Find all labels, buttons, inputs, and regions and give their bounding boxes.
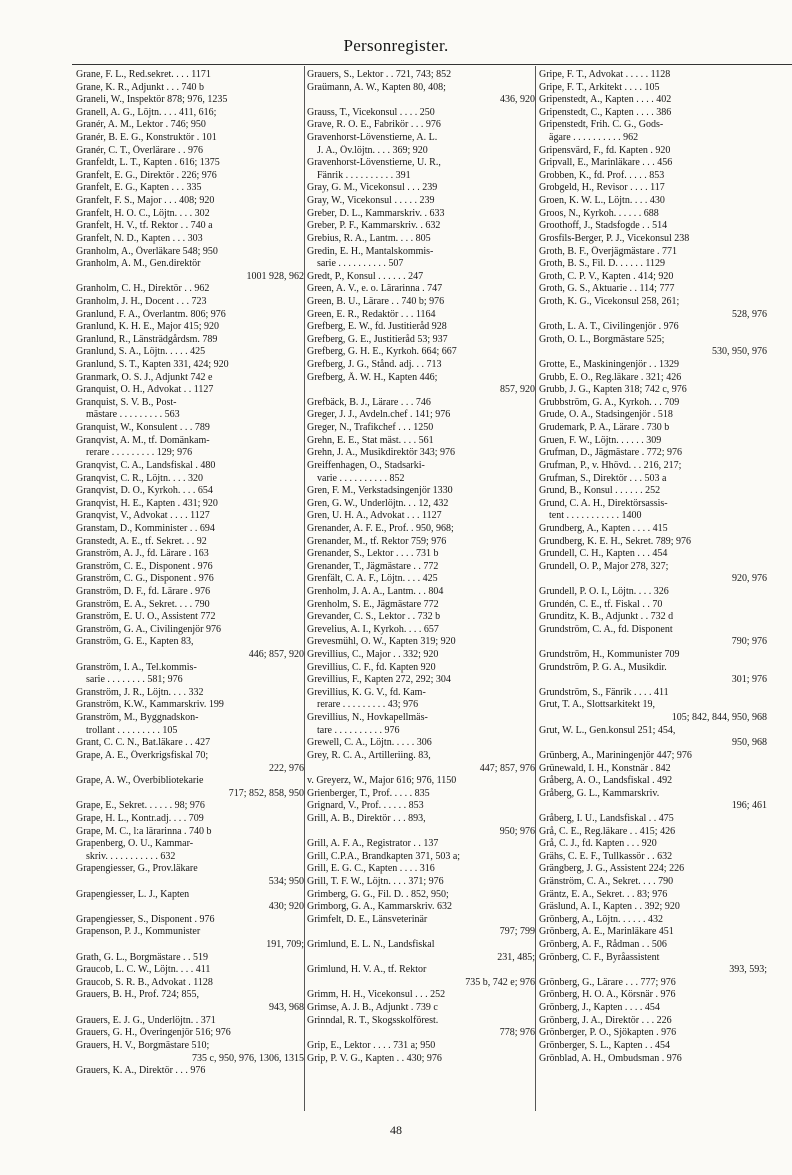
register-entry-line: Granqvist, H. E., Kapten . 431; 920 xyxy=(76,497,218,509)
register-entry-line: Granmark, O. S. J., Adjunkt 742 e xyxy=(76,371,213,383)
register-entry-line: 797; 799 xyxy=(499,926,535,938)
register-entry-line: Granholm, A. M., Gen.direktör xyxy=(76,258,201,270)
register-entry-line: Grimborg, G. A., Kammarskriv. 632 xyxy=(307,901,452,913)
register-entry-line: Granlund, S. A., Löjtn. . . . . 425 xyxy=(76,346,206,358)
register-entry-line: Grauers, B. H., Prof. 724; 855, xyxy=(76,989,200,1001)
register-entry-line: J. A., Öv.löjtn. . . . 369; 920 xyxy=(317,144,428,156)
register-entry-line: Grundell, P. O. I., Löjtn. . . . 326 xyxy=(539,585,669,597)
register-entry-line: Grehn, E. E., Stat mäst. . . . 561 xyxy=(307,434,434,446)
register-entry-line: Graucob, S. R. B., Advokat . 1128 xyxy=(76,976,213,988)
register-entry-line: Granfelt, N. D., Kapten . . . 303 xyxy=(76,232,203,244)
register-entry-line: Grevillius, C., Major . . 332; 920 xyxy=(307,649,439,661)
register-entry-line: Granlund, F. A., Överlantm. 806; 976 xyxy=(76,308,226,320)
register-entry-line: 528, 976 xyxy=(732,308,767,320)
register-entry-line: Grape, M. C., l:a lärarinna . 740 b xyxy=(76,825,212,837)
register-entry-line: Grund, B., Konsul . . . . . . 252 xyxy=(539,485,661,497)
register-entry-line: Grenander, T., Jägmästare . . 772 xyxy=(307,560,439,572)
register-entry-line: Grubb, E. O., Reg.läkare . 321; 426 xyxy=(539,371,682,383)
register-entry-line: Grå, C. J., fd. Kapten . . . 920 xyxy=(539,838,657,850)
register-entry-line: Grapengiesser, L. J., Kapten xyxy=(76,888,190,900)
register-entry-line: Grundberg, A., Kapten . . . . 415 xyxy=(539,522,668,534)
register-entry-line: Grapengiesser, G., Prov.läkare xyxy=(76,863,198,875)
register-entry-line: Grude, O. A., Stadsingenjör . 518 xyxy=(539,409,673,421)
register-entry-line: Groth, O. L., Borgmästare 525; xyxy=(539,333,665,345)
register-entry-line: skriv. . . . . . . . . . . 632 xyxy=(86,850,176,862)
register-entry-line: Grenholm, J. A. A., Lantm. . . 804 xyxy=(307,585,444,597)
register-entry-line: Grenander, S., Lektor . . . . 731 b xyxy=(307,548,439,560)
register-entry-line: Grauers, K. A., Direktör . . . 976 xyxy=(76,1065,206,1077)
register-entry-line: 1001 928, 962 xyxy=(246,270,304,282)
register-entry-line: Gray, W., Vicekonsul . . . . . 239 xyxy=(307,195,435,207)
register-entry-line: Grignard, V., Prof. . . . . . 853 xyxy=(307,800,424,812)
register-entry-line: Gråberg, G. L., Kammarskriv. xyxy=(539,787,660,799)
register-entry-line: Grapenson, P. J., Kommunister xyxy=(76,926,201,938)
register-entry-line: Grufman, S., Direktör . . . 503 a xyxy=(539,472,667,484)
register-entry-line: Granlund, S. T., Kapten 331, 424; 920 xyxy=(76,359,229,371)
register-entry-line: Greber, D. L., Kammarskriv. . 633 xyxy=(307,207,445,219)
register-entry-line: Granqvist, D. O., Kyrkoh. . . . 654 xyxy=(76,485,213,497)
register-entry-line: Grenander, A. F. E., Prof. . 950, 968; xyxy=(307,522,454,534)
register-entry-line: Granholm, C. H., Direktör . . 962 xyxy=(76,283,210,295)
register-entry-line: Grönberg, A. F., Rådman . . 506 xyxy=(539,939,667,951)
register-entry-line: Gredt, P., Konsul . . . . . . 247 xyxy=(307,270,424,282)
register-entry-line: 717; 852, 858, 950 xyxy=(228,787,304,799)
register-entry-line: Grönberg, A. E., Marinläkare 451 xyxy=(539,926,674,938)
register-entry-line: Grefberg, J. G., Stånd. adj. . . 713 xyxy=(307,359,442,371)
register-entry-line: Granström, D. F., fd. Lärare . 976 xyxy=(76,585,211,597)
register-entry-line: Grimberg, G. G., Fil. D. . 852, 950; xyxy=(307,888,449,900)
register-entry-line: Green, A. V., e. o. Lärarinna . 747 xyxy=(307,283,443,295)
register-entry-line: Gräntz, E. A., Sekret. . . 83; 976 xyxy=(539,888,668,900)
register-entry-line: Granfelt, E. G., Direktör . 226; 976 xyxy=(76,169,217,181)
register-entry-line: Grå, C. E., Reg.läkare . . 415; 426 xyxy=(539,825,676,837)
register-entry-line: Green, B. U., Lärare . . 740 b; 976 xyxy=(307,295,445,307)
register-entry-line: 447; 857, 976 xyxy=(479,762,535,774)
register-entry-line: Grath, G. L., Borgmästare . . 519 xyxy=(76,951,209,963)
register-entry-line: Grave, R. O. E., Fabrikör . . . 976 xyxy=(307,119,441,131)
register-entry-line: 534; 950 xyxy=(268,876,304,887)
register-entry-line: Granfelt, H. O. C., Löjtn. . . . 302 xyxy=(76,207,210,219)
register-entry-line: Gripenstedt, Frih. C. G., Gods- xyxy=(539,119,664,131)
register-entry-line: Gripensvärd, F., fd. Kapten . 920 xyxy=(539,144,671,156)
register-entry-line: Granström, J. R., Löjtn. . . . 332 xyxy=(76,686,204,698)
register-entry-line: Groos, N., Kyrkoh. . . . . . 688 xyxy=(539,207,659,219)
register-entry-line: Groothoff, J., Stadsfogde . . 514 xyxy=(539,220,668,232)
register-entry-line: Gruen, F. W., Löjtn. . . . . . 309 xyxy=(539,434,662,446)
register-entry-line: Grimm, H. H., Vicekonsul . . . 252 xyxy=(307,989,446,1001)
register-entry-line: 393, 593; xyxy=(729,964,767,976)
register-entry-line: Grimse, A. J. B., Adjunkt . 739 c xyxy=(307,1002,438,1014)
register-entry-line: Grip, P. V. G., Kapten . . 430; 976 xyxy=(307,1052,442,1064)
register-entry-line: Granér, C. T., Överlärare . . 976 xyxy=(76,144,203,156)
register-entry-line: Granlund, K. H. E., Major 415; 920 xyxy=(76,321,220,333)
register-entry-line: Grauers, E. J. G., Underlöjtn. . 371 xyxy=(76,1014,216,1026)
register-entry-line: 943, 968 xyxy=(269,1002,304,1014)
register-entry-line: Graümann, A. W., Kapten 80, 408; xyxy=(307,81,446,93)
register-entry-line: Granstam, D., Komminister . . 694 xyxy=(76,522,215,534)
register-entry-line: Grönberg, H. O. A., Körsnär . 976 xyxy=(539,989,676,1001)
register-entry-line: 735 c, 950, 976, 1306, 1315 xyxy=(192,1052,304,1064)
register-entry-line: Grinndal, R. T., Skogsskolförest. xyxy=(307,1014,439,1026)
register-entry-line: Grehn, J. A., Musikdirektör 343; 976 xyxy=(307,447,456,459)
register-entry-line: Granström, M., Byggnadskon- xyxy=(76,712,199,724)
register-entry-line: Greger, N., Trafikchef . . . 1250 xyxy=(307,422,434,434)
register-entry-line: Granholm, A., Överläkare 548; 950 xyxy=(76,245,218,257)
register-entry-line: 790; 976 xyxy=(731,636,767,648)
register-entry-line: tare . . . . . . . . . . 976 xyxy=(317,724,400,736)
register-entry-line: Grefberg, G. E., Justitieråd 53; 937 xyxy=(307,333,448,345)
register-entry-line: Grönberger, P. O., Sjökapten . 976 xyxy=(539,1027,677,1039)
register-entry-line: Granqvist, C. A., Landsfiskal . 480 xyxy=(76,459,216,471)
register-entry-line: Granström, G. E., Kapten 83, xyxy=(76,636,194,648)
register-entry-line: Grevillius, N., Hovkapellmäs- xyxy=(307,712,428,724)
register-entry-line: Grapenberg, O. U., Kammar- xyxy=(76,838,194,850)
register-entry-line: Green, E. R., Redaktör . . . 1164 xyxy=(307,308,436,320)
register-entry-line: Greger, J. J., Avdeln.chef . 141; 976 xyxy=(307,409,451,421)
register-entry-line: Groth, C. P. V., Kapten . 414; 920 xyxy=(539,270,674,282)
register-entry-line: Grufman, D., Jägmästare . 772; 976 xyxy=(539,447,683,459)
register-entry-line: Grönberg, J. A., Direktör . . . 226 xyxy=(539,1014,672,1026)
register-entry-line: Gren, F. M., Verkstadsingenjör 1330 xyxy=(307,485,453,497)
register-entry-line: Granér, B. E. G., Konstruktör . 101 xyxy=(76,132,217,144)
register-entry-line: Granér, A. M., Lektor . 746; 950 xyxy=(76,119,206,131)
register-entry-line: Grenfält, C. A. F., Löjtn. . . . 425 xyxy=(307,573,438,585)
register-entry-line: Grönberg, J., Kapten . . . . 454 xyxy=(539,1002,660,1014)
register-entry-line: 950, 968 xyxy=(732,737,767,749)
register-entry-line: Grill, T. F. W., Löjtn. . . . 371; 976 xyxy=(307,876,444,887)
register-entry-line: 301; 976 xyxy=(731,674,767,686)
register-entry-line: sarie . . . . . . . . 581; 976 xyxy=(86,674,183,686)
register-entry-line: Grimlund, E. L. N., Landsfiskal xyxy=(307,939,435,951)
register-entry-line: Granholm, J. H., Docent . . . 723 xyxy=(76,295,207,307)
register-entry-line: 920, 976 xyxy=(732,573,767,585)
register-entry-line: Gripe, F. T., Arkitekt . . . . 105 xyxy=(539,81,660,93)
register-entry-line: Grundström, P. G. A., Musikdir. xyxy=(539,661,667,673)
register-entry-line: Graucob, L. C. W., Löjtn. . . . 411 xyxy=(76,964,211,976)
register-entry-line: Grudemark, P. A., Lärare . 730 b xyxy=(539,422,670,434)
register-entry-line: Grane, F. L., Red.sekret. . . . 1171 xyxy=(76,69,211,80)
register-entry-line: Grünberg, A., Mariningenjör 447; 976 xyxy=(539,749,692,761)
register-entry-line: Grewell, C. A., Löjtn. . . . . 306 xyxy=(307,737,432,749)
register-entry-line: Grape, A. E., Överkrigsfiskal 70; xyxy=(76,749,209,761)
register-entry-line: Granfeldt, L. T., Kapten . 616; 1375 xyxy=(76,157,220,169)
register-entry-line: Granqvist, C. R., Löjtn. . . . 320 xyxy=(76,472,203,484)
register-entry-line: Grefberg, G. H. E., Kyrkoh. 664; 667 xyxy=(307,346,457,358)
register-entry-line: Grenholm, S. E., Jägmästare 772 xyxy=(307,598,439,610)
column-divider xyxy=(304,66,305,1111)
register-entry-line: trollant . . . . . . . . . 105 xyxy=(86,724,178,736)
register-entry-line: Granfelt, F. S., Major . . . 408; 920 xyxy=(76,195,215,207)
register-entry-line: Gråberg, A. O., Landsfiskal . 492 xyxy=(539,775,673,787)
register-entry-line: Granström, G. A., Civilingenjör 976 xyxy=(76,623,221,635)
register-entry-line: Grund, C. A. H., Direktörsassis- xyxy=(539,497,668,509)
register-entry-line: 530, 950, 976 xyxy=(712,346,767,358)
page-number: 48 xyxy=(390,1123,402,1137)
register-entry-line: Granström, C. G., Disponent . 976 xyxy=(76,573,214,585)
register-entry-line: Groth, G. S., Aktuarie . . 114; 777 xyxy=(539,283,675,295)
register-entry-line: Grimfelt, D. E., Länsveterinär xyxy=(307,913,428,925)
register-entry-line: Groen, K. W. L., Löjtn. . . . 430 xyxy=(539,195,665,207)
register-entry-line: rerare . . . . . . . . . 129; 976 xyxy=(86,447,193,459)
register-entry-line: sarie . . . . . . . . . . 507 xyxy=(317,258,404,270)
register-entry-line: Grut, T. A., Slottsarkitekt 19, xyxy=(539,699,656,711)
register-entry-line: Grape, E., Sekret. . . . . . 98; 976 xyxy=(76,800,205,812)
register-entry-line: Groth, K. G., Vicekonsul 258, 261; xyxy=(539,295,680,307)
register-entry-line: Gripenstedt, A., Kapten . . . . 402 xyxy=(539,94,672,106)
register-entry-line: Grevillius, K. G. V., fd. Kam- xyxy=(307,686,426,698)
register-entry-line: Granquist, W., Konsulent . . . 789 xyxy=(76,422,210,434)
register-entry-line: varie . . . . . . . . . . 852 xyxy=(317,472,405,484)
register-entry-line: Grunditz, K. B., Adjunkt . . 732 d xyxy=(539,611,674,623)
register-column-left xyxy=(76,69,304,1078)
register-entry-line: Granell, A. G., Löjtn. . . . 411, 616; xyxy=(76,106,217,118)
register-entry-line: 196; 461 xyxy=(731,800,767,812)
register-entry-line: Grevillius, C. F., fd. Kapten 920 xyxy=(307,661,436,673)
register-entry-line: Graneli, W., Inspektör 878; 976, 1235 xyxy=(76,94,228,106)
register-entry-line: Gravenhorst-Lövenstierne, A. L. xyxy=(307,132,438,144)
register-entry-line: Groth, B. S., Fil. D. . . . . . 1129 xyxy=(539,258,666,270)
register-entry-line: Gravenhorst-Lövenstierne, U. R., xyxy=(307,157,441,169)
register-entry-line: Grufman, P., v. Hhövd. . . 216, 217; xyxy=(539,459,682,471)
register-entry-line: Grundström, S., Fänrik . . . . 411 xyxy=(539,686,669,698)
register-entry-line: Fänrik . . . . . . . . . . 391 xyxy=(317,169,411,181)
page-title: Personregister. xyxy=(343,36,449,55)
register-entry-line: Grill, A. F. A., Registrator . . 137 xyxy=(307,838,439,850)
register-entry-line: Grevillius, F., Kapten 272, 292; 304 xyxy=(307,674,451,686)
register-entry-line: Granstedt, A. E., tf. Sekret. . . 92 xyxy=(76,535,207,547)
register-column-right xyxy=(539,69,767,1065)
register-entry-line: Granlund, R., Länsträdgårdsm. 789 xyxy=(76,333,218,345)
register-entry-line: Groth, L. A. T., Civilingenjör . 976 xyxy=(539,321,679,333)
register-entry-line: Gren, U. H. A., Advokat . . . 1127 xyxy=(307,510,442,522)
register-entry-line: Grebius, R. A., Lantm. . . . 805 xyxy=(307,232,431,244)
register-entry-line: tent . . . . . . . . . . . 1400 xyxy=(549,510,642,522)
register-entry-line: Granström, K.W., Kammarskriv. 199 xyxy=(76,699,224,711)
register-entry-line: Gredin, E. H., Mantalskommis- xyxy=(307,245,434,257)
register-entry-line: Gren, G. W., Underlöjtn. . . 12, 432 xyxy=(307,497,449,509)
register-entry-line: Granquist, O. H., Advokat . . 1127 xyxy=(76,384,214,396)
register-entry-line: Grundell, C. H., Kapten . . . 454 xyxy=(539,548,668,560)
register-entry-line: Gripe, F. T., Advokat . . . . . 1128 xyxy=(539,69,671,80)
register-entry-line: Grienberger, T., Prof. . . . . 835 xyxy=(307,787,430,799)
register-entry-line: Grähs, C. E. F., Tullkassör . . 632 xyxy=(539,850,673,862)
register-entry-line: Granström, A. J., fd. Lärare . 163 xyxy=(76,548,209,560)
register-entry-line: Grenander, M., tf. Rektor 759; 976 xyxy=(307,535,447,547)
register-entry-line: Granqvist, A. M., tf. Domänkam- xyxy=(76,434,210,446)
register-entry-line: Grut, W. L., Gen.konsul 251; 454, xyxy=(539,724,676,736)
register-entry-line: Grimlund, H. V. A., tf. Rektor xyxy=(307,964,427,976)
register-column-middle xyxy=(307,69,535,1065)
register-entry-line: Grönberg, G., Lärare . . . 777; 976 xyxy=(539,976,676,988)
register-entry-line: 430; 920 xyxy=(268,901,304,913)
register-entry-line: 436, 920 xyxy=(500,94,535,106)
register-entry-line: Grefberg, E. W., fd. Justitieråd 928 xyxy=(307,321,447,333)
register-entry-line: Grevelius, A. I., Kyrkoh. . . . 657 xyxy=(307,623,439,635)
register-entry-line: Grönblad, A. H., Ombudsman . 976 xyxy=(539,1052,682,1064)
register-entry-line: 778; 976 xyxy=(499,1027,535,1039)
register-entry-line: Grape, H. L., Kontr.adj. . . . 709 xyxy=(76,812,204,824)
register-entry-line: 191, 709; xyxy=(266,939,304,951)
register-entry-line: Grosfils-Berger, P. J., Vicekonsul 238 xyxy=(539,232,690,244)
register-entry-line: 105; 842, 844, 950, 968 xyxy=(671,712,767,724)
register-entry-line: Grobben, K., fd. Prof. . . . . 853 xyxy=(539,169,665,181)
register-entry-line: Grotte, E., Maskiningenjör . . 1329 xyxy=(539,359,679,371)
register-entry-line: rerare . . . . . . . . . 43; 976 xyxy=(317,699,419,711)
register-entry-line: Grip, E., Lektor . . . . 731 a; 950 xyxy=(307,1039,436,1051)
register-entry-line: Gripenstedt, C., Kapten . . . . 386 xyxy=(539,106,672,118)
register-entry-line: Grubb, J. G., Kapten 318; 742 c, 976 xyxy=(539,384,687,396)
register-entry-line: Grauers, S., Lektor . . 721, 743; 852 xyxy=(307,69,452,80)
register-entry-line: Grill, A. B., Direktör . . . 893, xyxy=(307,812,426,824)
register-entry-line: Gråberg, I. U., Landsfiskal . . 475 xyxy=(539,812,674,824)
register-entry-line: Grundell, O. P., Major 278, 327; xyxy=(539,560,669,572)
register-entry-line: Grundén, C. E., tf. Fiskal . . 70 xyxy=(539,598,663,610)
register-entry-line: 735 b, 742 e; 976 xyxy=(465,976,535,988)
register-entry-line: Grape, A. W., Överbibliotekarie xyxy=(76,775,204,787)
register-entry-line: 857, 920 xyxy=(500,384,535,396)
register-entry-line: Granström, E. U. O., Assistent 772 xyxy=(76,611,216,623)
register-entry-line: Grevander, C. S., Lektor . . 732 b xyxy=(307,611,441,623)
register-entry-line: Gränström, C. A., Sekret. . . . 790 xyxy=(539,876,674,887)
register-entry-line: Grill, E. G. C., Kapten . . . . 316 xyxy=(307,863,435,875)
register-entry-line: Greber, P. F., Kammarskriv. . 632 xyxy=(307,220,441,232)
header-rule xyxy=(72,64,792,65)
register-entry-line: Grauers, H. V., Borgmästare 510; xyxy=(76,1039,210,1051)
register-entry-line: Gripvall, E., Marinläkare . . . 456 xyxy=(539,157,673,169)
register-entry-line: Granquist, S. V. B., Post- xyxy=(76,396,177,408)
register-entry-line: Grevesmühl, O. W., Kapten 319; 920 xyxy=(307,636,456,648)
register-entry-line: 231, 485; xyxy=(497,951,535,963)
register-entry-line: Gräslund, A. I., Kapten . . 392; 920 xyxy=(539,901,680,913)
register-entry-line: Granfelt, H. V., tf. Rektor . . 740 a xyxy=(76,220,213,232)
register-entry-line: Grauers, G. H., Överingenjör 516; 976 xyxy=(76,1027,231,1039)
register-entry-line: Grönberg, C. F., Byråassistent xyxy=(539,951,660,963)
register-entry-line: v. Greyerz, W., Major 616; 976, 1150 xyxy=(307,775,457,787)
register-entry-line: Grane, K. R., Adjunkt . . . 740 b xyxy=(76,81,205,93)
register-entry-line: mästare . . . . . . . . . 563 xyxy=(86,409,180,421)
register-entry-line: Grauss, T., Vicekonsul . . . . 250 xyxy=(307,106,435,118)
register-entry-line: Grill, C.P.A., Brandkapten 371, 503 a; xyxy=(307,850,461,862)
register-entry-line: Grundström, H., Kommunister 709 xyxy=(539,649,680,661)
register-entry-line: Grundberg, K. E. H., Sekret. 789; 976 xyxy=(539,535,692,547)
register-entry-line: Gray, G. M., Vicekonsul . . . 239 xyxy=(307,182,438,194)
register-entry-line: Granfelt, E. G., Kapten . . . 335 xyxy=(76,182,202,194)
register-entry-line: Grubbström, G. A., Kyrkoh. . . 709 xyxy=(539,396,680,408)
register-entry-line: Granström, E. A., Sekret. . . . 790 xyxy=(76,598,210,610)
register-entry-line: Greiffenhagen, O., Stadsarki- xyxy=(307,459,425,471)
register-entry-line: 950; 976 xyxy=(499,825,535,837)
register-entry-line: Grefberg, Å. W. H., Kapten 446; xyxy=(307,371,438,383)
register-entry-line: Grängberg, J. G., Assistent 224; 226 xyxy=(539,863,685,875)
register-entry-line: 446; 857, 920 xyxy=(248,649,304,661)
register-entry-line: Grönberg, A., Löjtn. . . . . . 432 xyxy=(539,913,663,925)
register-entry-line: 222, 976 xyxy=(269,762,304,774)
column-divider xyxy=(535,66,536,1111)
register-entry-line: Grobgeld, H., Revisor . . . . 117 xyxy=(539,182,665,194)
register-entry-line: Grundström, C. A., fd. Disponent xyxy=(539,623,673,635)
register-entry-line: Grefbäck, B. J., Lärare . . . 746 xyxy=(307,396,431,408)
register-entry-line: Grey, R. C. A., Artilleriing. 83, xyxy=(307,749,431,761)
register-entry-line: Groth, B. F., Överjägmästare . 771 xyxy=(539,245,678,257)
register-entry-line: Grapengiesser, S., Disponent . 976 xyxy=(76,913,215,925)
register-entry-line: Granström, I. A., Tel.kommis- xyxy=(76,661,197,673)
register-entry-line: Grant, C. C. N., Bat.läkare . . 427 xyxy=(76,737,211,749)
register-entry-line: Granqvist, V., Advokat . . . . 1127 xyxy=(76,510,210,522)
register-entry-line: Grünewald, I. H., Konstnär . 842 xyxy=(539,762,671,774)
register-entry-line: Grönberger, S. L., Kapten . . 454 xyxy=(539,1039,671,1051)
register-entry-line: Granström, C. E., Disponent . 976 xyxy=(76,560,213,572)
register-entry-line: ägare . . . . . . . . . . 962 xyxy=(549,132,639,144)
